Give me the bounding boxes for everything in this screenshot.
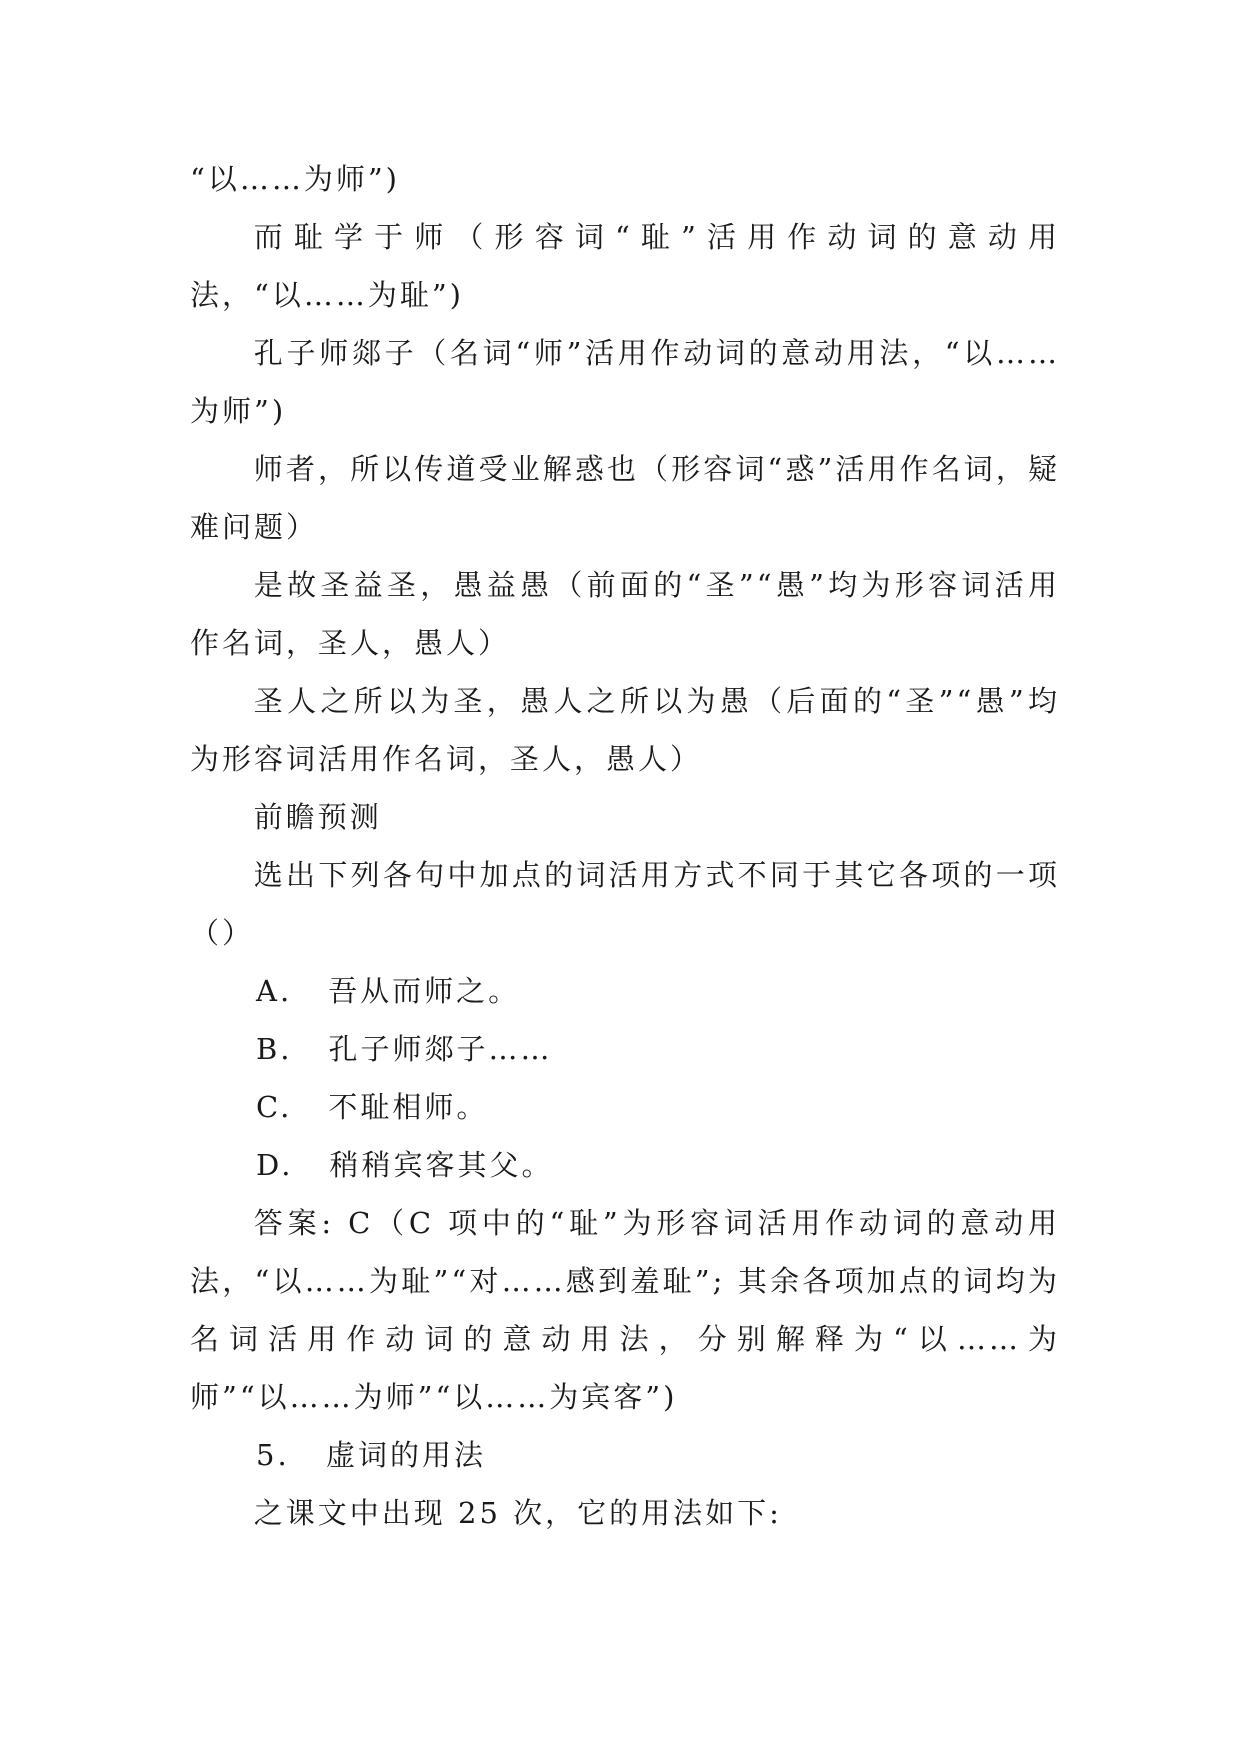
continuation-line: “以……为师”) (190, 162, 400, 196)
option-letter: C. (256, 1090, 293, 1124)
option-a (190, 962, 1060, 1020)
option-text: 不耻相师。 (328, 1090, 489, 1124)
option-letter: D. (256, 1148, 294, 1182)
document-body (190, 150, 1060, 1542)
example-paragraph-2: 孔子师郯子（名词“师”活用作动词的意动用法，“以……为师”) (190, 336, 1060, 428)
option-b (190, 1020, 1060, 1078)
section-heading (190, 1426, 1060, 1484)
answer-paragraph: 答案: C（C 项中的“耻”为形容词活用作动词的意动用法，“以……为耻”“对……感到羞耻”; 其余各项加点的词均为名词活用作动词的意动用法，分别解释为“以……为师”“以……为师”“以……为宾客”) (190, 1206, 1060, 1414)
closing-paragraph: 之课文中出现 25 次，它的用法如下: (253, 1496, 782, 1530)
example-paragraph-3: 师者，所以传道受业解惑也（形容词“惑”活用作名词，疑难问题） (190, 452, 1060, 544)
option-d (190, 1136, 1060, 1194)
section-title: 虚词的用法 (326, 1438, 487, 1472)
option-letter: B. (256, 1032, 293, 1066)
option-letter: A. (256, 974, 293, 1008)
option-text: 稍稍宾客其父。 (329, 1148, 554, 1182)
example-paragraph-1: 而耻学于师（形容词“耻”活用作动词的意动用法，“以……为耻”) (190, 220, 1060, 312)
section-number: 5. (256, 1438, 290, 1472)
example-paragraph-4: 是故圣益圣，愚益愚（前面的“圣”“愚”均为形容词活用作名词，圣人，愚人） (190, 568, 1060, 660)
option-c (190, 1078, 1060, 1136)
example-paragraph-5: 圣人之所以为圣，愚人之所以为愚（后面的“圣”“愚”均为形容词活用作名词，圣人，愚人） (190, 684, 1060, 776)
option-text: 孔子师郯子…… (328, 1032, 553, 1066)
question-prompt: 选出下列各句中加点的词活用方式不同于其它各项的一项（） (190, 858, 1060, 950)
option-text: 吾从而师之。 (328, 974, 521, 1008)
subheading-forecast: 前瞻预测 (253, 800, 382, 834)
